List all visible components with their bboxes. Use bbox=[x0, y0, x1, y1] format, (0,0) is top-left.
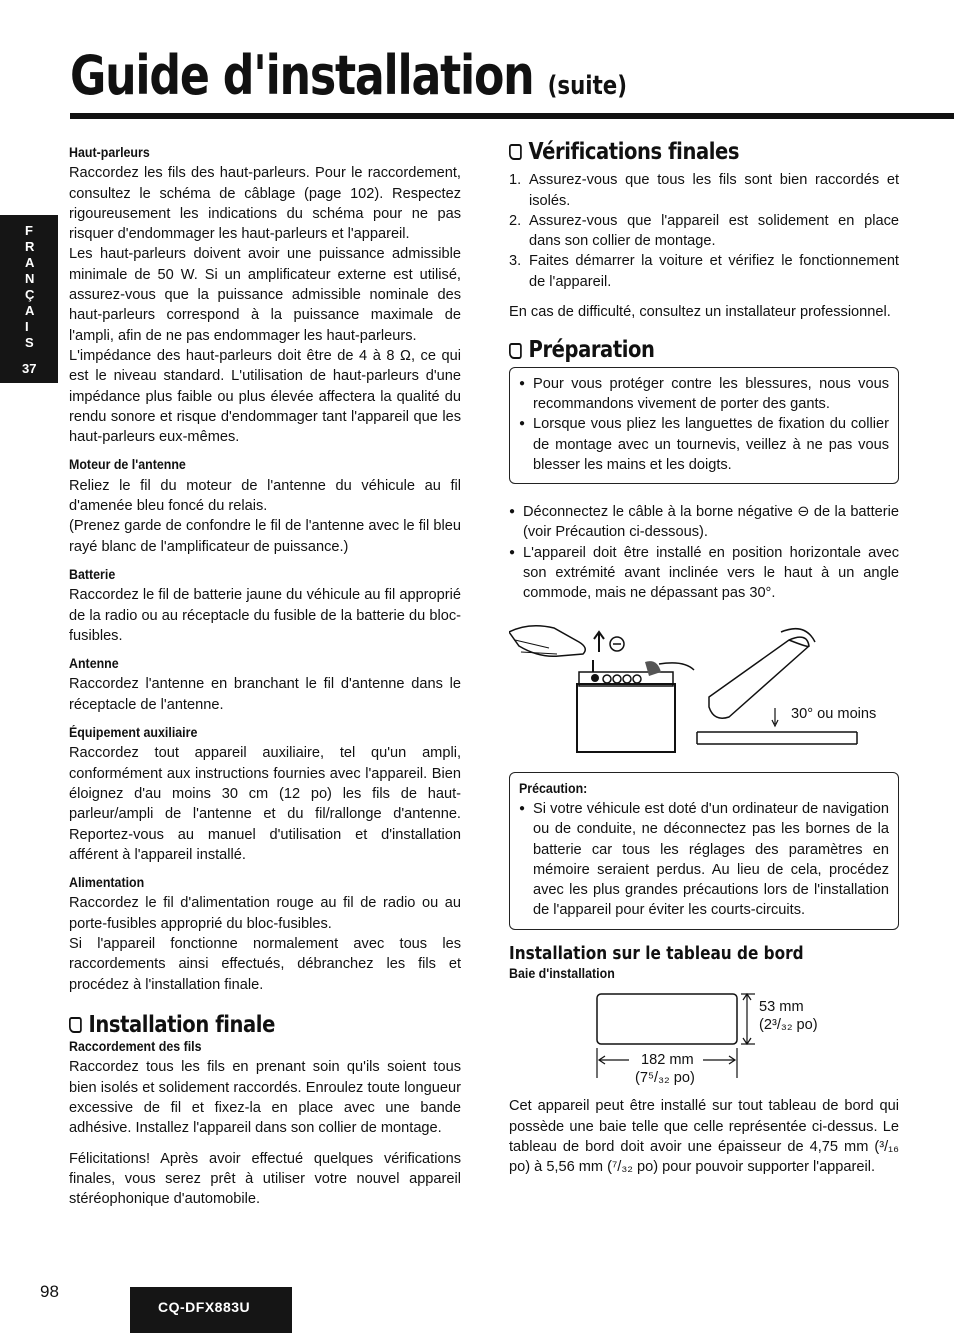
preparation-list bbox=[509, 502, 899, 603]
list-item: ● Lorsque vous pliez les languettes de fixation du collier de montage avec un tournevis, veillez à ne pas vous blesser les mains et les doigts. bbox=[519, 416, 889, 473]
list-item: 3. Faites démarrer la voiture et vérifiez le fonctionnement de l'appareil. bbox=[509, 253, 899, 290]
caution-heading: Précaution: bbox=[519, 780, 588, 796]
preparation-heading: Préparation bbox=[509, 340, 841, 360]
checkbox-icon bbox=[69, 1017, 82, 1033]
language-tab-letters bbox=[0, 223, 58, 351]
list-item: ● L'appareil doit être installé en position horizontale avec son extrémité avant inclinée vers le haut à un angle commode, mais ne dépassant pas 30°. bbox=[509, 544, 899, 602]
checkbox-icon bbox=[509, 144, 522, 160]
power-heading: Alimentation bbox=[69, 875, 145, 891]
antenna-motor-paragraph: (Prenez garde de confondre le fil de l'antenne avec le fil bleu rayé blanc de l'amplificateur de puissance.) bbox=[69, 518, 461, 555]
aux-heading: Équipement auxiliaire bbox=[69, 725, 198, 741]
antenna-motor-heading: Moteur de l'antenne bbox=[69, 457, 186, 473]
tab-letter: A bbox=[25, 303, 35, 318]
bay-dimension-diagram bbox=[509, 988, 899, 1088]
left-column bbox=[69, 143, 461, 1210]
tab-letter: I bbox=[25, 319, 29, 334]
dashboard-paragraph: Cet appareil peut être installé sur tout tableau de bord qui possède une baie telle que celle représentée ci-dessus. Le tableau de bord doit avoir une épaisseur de 4,75 mm (³/₁₆ po) à 5,56 mm (⁷/₃₂ po) pour pouvoir supporter l'appareil. bbox=[509, 1098, 899, 1176]
antenna-paragraph: Raccordez l'antenne en branchant le fil d'antenne dans le réceptacle de l'antenne. bbox=[69, 676, 461, 713]
bay-subheading: Baie d'installation bbox=[509, 966, 615, 982]
list-item: ● Pour vous protéger contre les blessures, nous vous recommandons vivement de porter des gants. bbox=[519, 375, 889, 412]
battery-illustration bbox=[509, 612, 899, 762]
safety-box bbox=[509, 367, 899, 484]
angle-label: 30° ou moins bbox=[791, 705, 877, 722]
width-in: (7⁵/₃₂ po) bbox=[635, 1070, 695, 1087]
height-mm: 53 mm bbox=[759, 999, 804, 1016]
speakers-paragraph: Raccordez les fils des haut-parleurs. Pour le raccordement, consultez le schéma de câblage (page 102). Respectez rigoureusement les indications du schéma pour ne pas risquer d'endommager les haut-parleurs et l'appareil. bbox=[69, 165, 461, 243]
tab-letter: N bbox=[25, 271, 35, 286]
antenna-heading: Antenne bbox=[69, 656, 119, 672]
speakers-heading: Haut-parleurs bbox=[69, 145, 150, 160]
list-item: ● Si votre véhicule est doté d'un ordinateur de navigation ou de conduite, ne déconnectez pas les bornes de la batterie car tous les réglages des paramètres en mémoire seraient perdus. Au lieu de cela, procédez avec les plus grandes précautions lors de l'installation de l'appareil pour éviter les courts-circuits. bbox=[519, 800, 889, 919]
language-tab bbox=[0, 215, 58, 383]
wiring-subheading: Raccordement des fils bbox=[69, 1039, 202, 1055]
page-title-suffix: (suite) bbox=[547, 71, 627, 101]
checks-note: En cas de difficulté, consultez un installateur professionnel. bbox=[509, 304, 891, 321]
list-item: 2. Assurez-vous que l'appareil est solidement en place dans son collier de montage. bbox=[509, 212, 899, 250]
height-in: (2³/₃₂ po) bbox=[759, 1017, 818, 1034]
power-paragraph: Raccordez le fil d'alimentation rouge au fil de radio ou au porte-fusibles approprié du bloc-fusibles. bbox=[69, 895, 461, 932]
tab-letter: R bbox=[25, 239, 35, 254]
title-rule bbox=[70, 113, 954, 119]
language-tab-page: 37 bbox=[22, 361, 37, 376]
battery-heading: Batterie bbox=[69, 566, 116, 582]
page-number: 98 bbox=[40, 1282, 59, 1301]
checks-list bbox=[509, 170, 899, 292]
speakers-paragraph: Les haut-parleurs doivent avoir une puissance admissible minimale de 50 W. Si un amplificateur externe est utilisé, assurez-vous que la puissance admissible nominale des haut-parleurs correspond à la puissance maximale de l'ampli, afin de ne pas endommager les haut-parleurs. bbox=[69, 246, 461, 344]
power-paragraph: Si l'appareil fonctionne normalement avec tous les raccordements ainsi effectués, débranchez les fils et procédez à l'installation finale. bbox=[69, 935, 461, 993]
final-install-paragraph: Raccordez tous les fils en prenant soin qu'ils soient tous bien isolés et solidement raccordés. Enroulez toute longueur excessive de fil et fixez-la en place avec une bande adhésive. Installez l'appareil dans son collier de montage. bbox=[69, 1059, 461, 1137]
dashboard-heading: Installation sur le tableau de bord bbox=[509, 942, 804, 964]
width-mm: 182 mm bbox=[641, 1052, 694, 1069]
tab-letter: A bbox=[25, 255, 35, 270]
caution-box bbox=[509, 772, 899, 930]
tab-letter: Ç bbox=[25, 287, 35, 302]
height-label bbox=[759, 998, 818, 1034]
bay-outline bbox=[509, 988, 899, 1088]
model-label: CQ-DFX883U bbox=[130, 1287, 292, 1333]
list-item: ● Déconnectez le câble à la borne négative ⊖ de la batterie (voir Précaution ci-dessous). bbox=[509, 504, 899, 541]
tab-letter: S bbox=[25, 335, 34, 350]
aux-paragraph: Raccordez tout appareil auxiliaire, tel qu'un ampli, conformément aux instructions fournies avec l'appareil. Bien éloignez d'au moins 30 cm (12 po) les fils de haut-parleur/ampli de l'antenne et du fil/rallonge d'antenne. Reportez-vous au manuel d'utilisation et d'installation afférent à l'appareil installé. bbox=[69, 745, 461, 863]
checks-heading: Vérifications finales bbox=[509, 142, 841, 162]
right-column bbox=[509, 139, 899, 1178]
checkbox-icon bbox=[509, 343, 522, 359]
page-title: Guide d'installation (suite) bbox=[70, 44, 627, 107]
antenna-motor-paragraph: Reliez le fil du moteur de l'antenne du véhicule au fil d'amenée bleu foncé du relais. bbox=[69, 477, 461, 515]
final-install-heading: Installation finale bbox=[69, 1015, 402, 1035]
tab-letter: F bbox=[25, 223, 33, 238]
speakers-paragraph: L'impédance des haut-parleurs doit être de 4 à 8 Ω, ce qui est le niveau standard. L'utilisation de haut-parleurs d'une impédance plus faible ou plus élevée affectera la qualité du rendu sonore et risque d'endommager tant l'appareil que les haut-parleurs eux-mêmes. bbox=[69, 347, 461, 446]
list-item: 1. Assurez-vous que tous les fils sont bien raccordés et isolés. bbox=[509, 172, 899, 209]
battery-angle-illustration bbox=[509, 612, 899, 762]
final-install-paragraph: Félicitations! Après avoir effectué quelques vérifications finales, vous serez prêt à utiliser votre nouvel appareil stéréophonique d'automobile. bbox=[69, 1150, 461, 1208]
battery-paragraph: Raccordez le fil de batterie jaune du véhicule au fil approprié de la radio ou au réceptacle du fusible de la batterie du bloc-fusibles. bbox=[69, 587, 461, 644]
